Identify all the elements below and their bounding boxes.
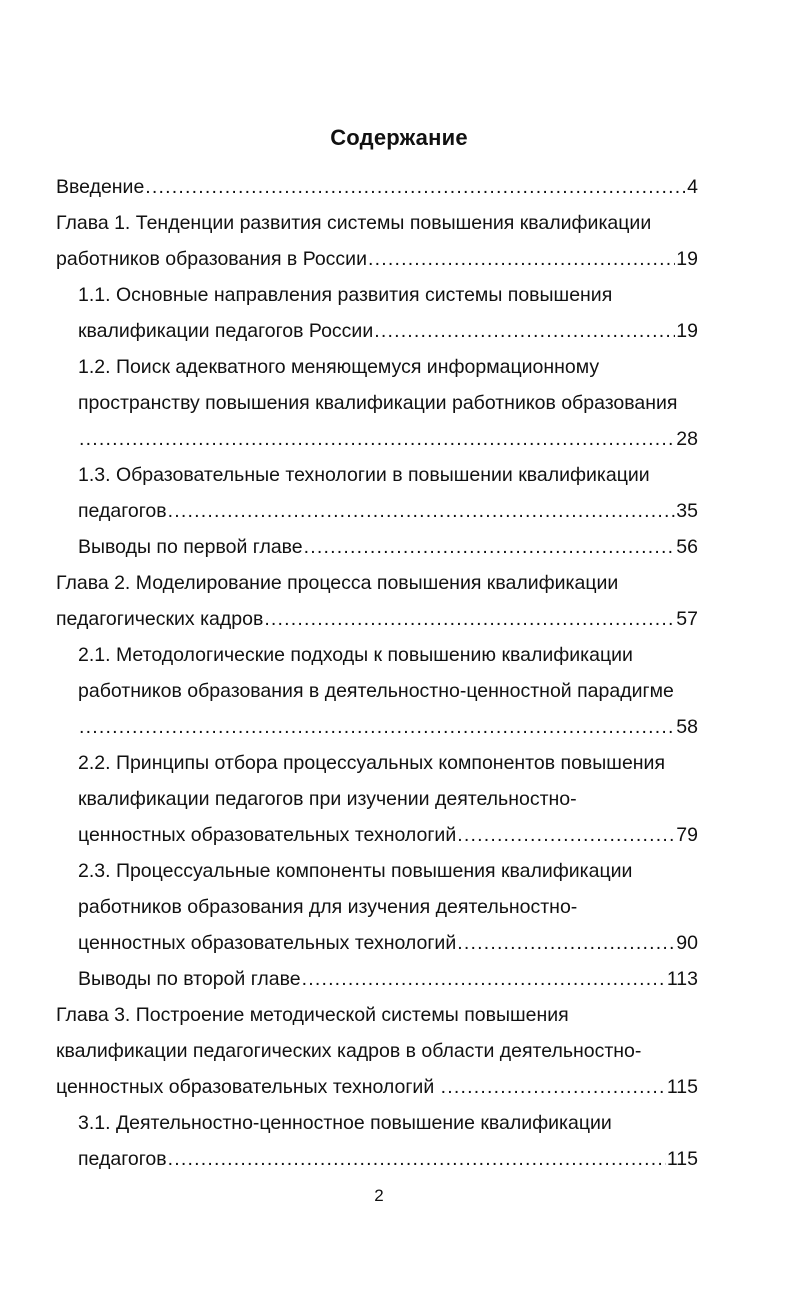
toc-entry-text: ценностных образовательных технологий <box>78 824 457 846</box>
toc-page-number: 4 <box>687 176 698 198</box>
toc-entry-text: квалификации педагогов при изучении деятельностно- <box>78 788 577 810</box>
leader-dots <box>457 823 675 847</box>
leader-dots <box>264 607 675 631</box>
toc-page-number: 19 <box>676 248 698 270</box>
toc-line[interactable] <box>56 559 698 595</box>
toc-page-number: 28 <box>676 428 698 450</box>
toc-line[interactable] <box>56 595 698 631</box>
leader-dots <box>168 1147 666 1171</box>
toc-line[interactable] <box>78 307 698 343</box>
toc-page-number: 56 <box>676 536 698 558</box>
leader-dots <box>457 931 675 955</box>
leader-dots <box>168 499 676 523</box>
toc-entry-text: Глава 1. Тенденции развития системы повышения квалификации <box>56 212 652 234</box>
toc-line[interactable] <box>78 415 698 451</box>
toc-line[interactable] <box>56 991 698 1027</box>
toc-entry-text: 1.2. Поиск адекватного меняющемуся информационному <box>78 356 600 378</box>
page-number: 2 <box>374 1186 384 1205</box>
toc-entry-text: работников образования для изучения деятельностно- <box>78 896 578 918</box>
toc-entry-text: квалификации педагогических кадров в области деятельностно- <box>56 1040 642 1062</box>
toc-entry-text: 2.1. Методологические подходы к повышению квалификации <box>78 644 633 666</box>
toc-line[interactable] <box>78 739 698 775</box>
toc-entry-text: ценностных образовательных технологий <box>78 932 457 954</box>
toc-entry-text: ценностных образовательных технологий <box>56 1076 440 1098</box>
toc-entry-text: педагогических кадров <box>56 608 264 630</box>
toc-entry-text: 3.1. Деятельностно-ценностное повышение квалификации <box>78 1112 612 1134</box>
toc-line[interactable] <box>78 379 698 415</box>
toc-line[interactable] <box>78 271 698 307</box>
toc-line[interactable] <box>78 667 698 703</box>
toc-entry-text: Глава 3. Построение методической системы повышения <box>56 1004 569 1026</box>
toc-line[interactable] <box>78 775 698 811</box>
toc-entry-text: работников образования в России <box>56 248 367 270</box>
toc-line[interactable] <box>78 523 698 559</box>
toc-line[interactable] <box>56 1027 698 1063</box>
toc-page-number: 79 <box>676 824 698 846</box>
toc-line[interactable] <box>56 199 698 235</box>
leader-dots <box>374 319 675 343</box>
toc-entry-text: 1.3. Образовательные технологии в повышении квалификации <box>78 464 650 486</box>
toc-entry-text: Глава 2. Моделирование процесса повышения квалификации <box>56 572 619 594</box>
toc-entry-text: педагогов <box>78 1148 167 1170</box>
toc-entry-text: Введение <box>56 176 145 198</box>
toc-page-number: 57 <box>676 608 698 630</box>
toc-entry-text: Выводы по второй главе <box>78 968 301 990</box>
toc-entry-text: пространству повышения квалификации работников образования <box>78 392 678 414</box>
leader-dots <box>79 427 675 451</box>
toc-line[interactable] <box>78 703 698 739</box>
toc-line[interactable] <box>78 1099 698 1135</box>
toc-line[interactable] <box>78 343 698 379</box>
toc-title: Содержание <box>330 125 468 150</box>
toc-page-number: 115 <box>666 1076 698 1098</box>
toc-line[interactable] <box>78 487 698 523</box>
toc-line[interactable] <box>56 163 698 199</box>
leader-dots <box>79 715 675 739</box>
toc-page-number: 90 <box>676 932 698 954</box>
toc-entry-text: 1.1. Основные направления развития системы повышения <box>78 284 613 306</box>
leader-dots <box>441 1075 666 1099</box>
toc-line[interactable] <box>78 1135 698 1171</box>
leader-dots <box>304 535 676 559</box>
toc-entry-text: 2.2. Принципы отбора процессуальных компонентов повышения <box>78 752 666 774</box>
toc-line[interactable] <box>78 847 698 883</box>
toc-page-number: 113 <box>666 968 698 990</box>
toc-line[interactable] <box>78 631 698 667</box>
toc-page-number: 115 <box>666 1148 698 1170</box>
toc-entry-text: 2.3. Процессуальные компоненты повышения квалификации <box>78 860 633 882</box>
toc-line[interactable] <box>78 919 698 955</box>
toc-line[interactable] <box>78 451 698 487</box>
toc-page-number: 58 <box>676 716 698 738</box>
toc-page-number: 35 <box>676 500 698 522</box>
leader-dots <box>368 247 675 271</box>
toc-entry-text: работников образования в деятельностно-ценностной парадигме <box>78 680 674 702</box>
toc-entry-text: педагогов <box>78 500 167 522</box>
toc-line[interactable] <box>78 955 698 991</box>
leader-dots <box>302 967 666 991</box>
toc-line[interactable] <box>56 235 698 271</box>
toc-entry-text: Выводы по первой главе <box>78 536 303 558</box>
leader-dots <box>145 175 686 199</box>
toc-entry-text: квалификации педагогов России <box>78 320 374 342</box>
toc-line[interactable] <box>78 883 698 919</box>
toc-line[interactable] <box>78 811 698 847</box>
toc-line[interactable] <box>56 1063 698 1099</box>
toc-page-number: 19 <box>676 320 698 342</box>
